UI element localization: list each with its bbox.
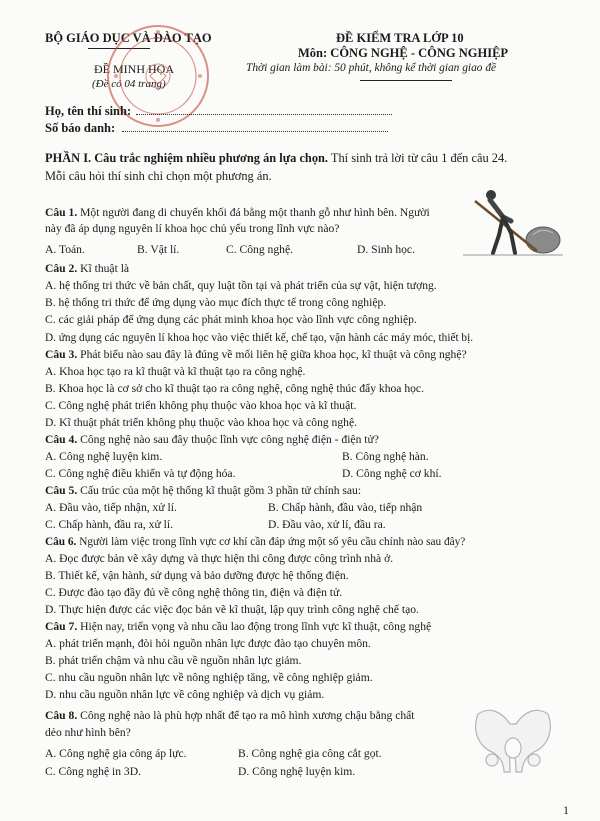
question-3-option-b[interactable]: B. Khoa học là cơ sở cho kĩ thuật tạo ra công nghệ, công nghệ thúc đẩy khoa học.	[45, 382, 424, 395]
question-8-option-d[interactable]: D. Công nghệ luyện kim.	[238, 765, 356, 778]
question-2-stem	[45, 261, 129, 277]
question-6-option-b[interactable]: B. Thiết kế, vận hành, sử dụng và bảo dưỡng được hệ thống điện.	[45, 569, 349, 582]
question-8-text: Công nghệ nào là phù hợp nhất để tạo ra mô hình xương chậu bằng chất	[80, 709, 415, 722]
question-1-option-b[interactable]: B. Vật lí.	[137, 243, 180, 256]
candidate-id-label: Số báo danh:	[45, 121, 116, 135]
part1-heading: PHẦN I. Câu trắc nghiệm nhiều phương án lựa chọn.	[45, 151, 329, 165]
question-7-option-d[interactable]: D. nhu cầu nguồn nhân lực về công nghiệp và dịch vụ giảm.	[45, 688, 325, 701]
question-8-number: Câu 8.	[45, 709, 78, 722]
question-2-option-c[interactable]: C. các giải pháp để ứng dụng các phát minh khoa học vào lĩnh vực công nghiệp.	[45, 313, 417, 326]
question-6-option-c[interactable]: C. Được đào tạo đầy đủ về công nghệ thông tin, điện và điện tử.	[45, 586, 343, 599]
question-1-line-1	[45, 205, 430, 221]
part1-instruction: Thí sinh trả lời từ câu 1 đến câu 24.	[330, 151, 508, 165]
question-1-option-d[interactable]: D. Sinh học.	[357, 243, 415, 256]
question-2-text: Kĩ thuật là	[80, 262, 130, 275]
question-1-line-2: này đã áp dụng nguyên lí khoa học chủ yếu trong lĩnh vực nào?	[45, 222, 340, 235]
question-2-option-a[interactable]: A. hệ thống tri thức về bản chất, quy luật tồn tại và phát triển của sự vật, hiện tượng.	[45, 279, 437, 292]
question-5-option-d[interactable]: D. Đầu vào, xử lí, đầu ra.	[268, 518, 386, 531]
question-4-option-c[interactable]: C. Công nghệ điều khiển và tự động hóa.	[45, 467, 236, 480]
question-4-number: Câu 4.	[45, 433, 78, 446]
ministry-name: BỘ GIÁO DỤC VÀ ĐÀO TẠO	[45, 31, 212, 45]
question-1-number: Câu 1.	[45, 206, 78, 219]
question-7-number: Câu 7.	[45, 620, 78, 633]
question-8-option-b[interactable]: B. Công nghệ gia công cắt gọt.	[238, 747, 382, 760]
question-5-number: Câu 5.	[45, 484, 78, 497]
question-2-option-d[interactable]: D. ứng dụng các nguyên lí khoa học vào việc thiết kế, chế tạo, vận hành các máy móc, thiết bị.	[45, 332, 474, 344]
question-1-option-c[interactable]: C. Công nghệ.	[226, 243, 293, 256]
question-8-line-2: dẻo như hình bên?	[45, 726, 131, 739]
stamp-label: ĐỀ MINH HỌA	[94, 62, 174, 76]
part1-instruction-line2: Mỗi câu hỏi thí sinh chỉ chọn một phương án.	[45, 169, 272, 183]
question-8-option-c[interactable]: C. Công nghệ in 3D.	[45, 765, 141, 778]
question-6-text: Người làm việc trong lĩnh vực cơ khí cần đáp ứng một số yêu cầu chính nào sau đây?	[79, 536, 466, 548]
man-levering-rock-icon	[463, 187, 563, 259]
question-8-option-a[interactable]: A. Công nghệ gia công áp lực.	[45, 747, 187, 760]
question-3-stem	[45, 347, 467, 363]
question-6-number: Câu 6.	[45, 536, 77, 548]
question-7-text: Hiện nay, triển vọng và nhu cầu lao động trong lĩnh vực kĩ thuật, công nghệ	[80, 620, 432, 633]
question-3-option-d[interactable]: D. Kĩ thuật phát triển không phụ thuộc vào khoa học và công nghệ.	[45, 416, 357, 429]
question-5-option-c[interactable]: C. Chấp hành, đầu ra, xử lí.	[45, 518, 173, 531]
time-underline	[360, 80, 452, 81]
question-4-option-d[interactable]: D. Công nghệ cơ khí.	[342, 467, 442, 480]
page-count-note: (Đề có 04 trang)	[92, 78, 166, 90]
question-8-line-1	[45, 708, 415, 724]
question-3-text: Phát biểu nào sau đây là đúng về mối liên hệ giữa khoa học, kĩ thuật và công nghệ?	[80, 348, 467, 361]
question-7-option-c[interactable]: C. nhu cầu nguồn nhân lực về nông nghiệp tăng, về công nghiệp giảm.	[45, 671, 373, 684]
question-4-option-b[interactable]: B. Công nghệ hàn.	[342, 450, 429, 463]
question-1-text: Một người đang di chuyển khối đá bằng một thanh gỗ như hình bên. Người	[80, 206, 430, 219]
question-7-stem	[45, 619, 431, 635]
exam-title: ĐỀ KIỂM TRA LỚP 10	[336, 31, 464, 45]
question-4-option-a[interactable]: A. Công nghệ luyện kim.	[45, 450, 163, 463]
question-5-stem	[45, 483, 361, 499]
candidate-id-row	[45, 121, 388, 136]
question-6-stem	[45, 534, 465, 550]
part1-heading-row	[45, 151, 507, 166]
page-number: 1	[563, 803, 569, 817]
question-7-option-b[interactable]: B. phát triển chậm và nhu cầu về nguồn nhân lực giảm.	[45, 654, 302, 667]
question-2-number: Câu 2.	[45, 262, 78, 275]
question-6-option-d[interactable]: D. Thực hiện được các việc đọc bản vẽ kĩ thuật, lập quy trình công nghệ chế tạo.	[45, 603, 419, 616]
question-3-option-a[interactable]: A. Khoa học tạo ra kĩ thuật và kĩ thuật tạo ra công nghệ.	[45, 365, 306, 378]
subject-title: Môn: CÔNG NGHỆ - CÔNG NGHIỆP	[298, 46, 509, 60]
question-2-option-b[interactable]: B. hệ thống tri thức để ứng dụng vào mục đích thực tế trong công nghiệp.	[45, 296, 387, 309]
candidate-name-field[interactable]	[136, 105, 392, 115]
candidate-name-label: Họ, tên thí sinh:	[45, 104, 132, 118]
question-5-text: Cấu trúc của một hệ thống kĩ thuật gồm 3 phần tử chính sau:	[80, 484, 362, 497]
question-3-number: Câu 3.	[45, 348, 78, 361]
candidate-id-field[interactable]	[122, 122, 388, 132]
question-7-option-a[interactable]: A. phát triển mạnh, đòi hỏi nguồn nhân lực được đào tạo chuyên môn.	[45, 637, 371, 650]
question-4-stem	[45, 432, 379, 448]
question-1-option-a[interactable]: A. Toán.	[45, 243, 85, 256]
question-6-option-a[interactable]: A. Đọc được bản vẽ xây dựng và thực hiện thi công được công trình nhà ở.	[45, 552, 394, 565]
pelvis-model-icon	[470, 702, 556, 778]
time-limit: Thời gian làm bài: 50 phút, không kể thời gian giao đề	[246, 62, 497, 74]
candidate-name-row	[45, 104, 392, 119]
question-3-option-c[interactable]: C. Công nghệ phát triển không phụ thuộc vào khoa học và kĩ thuật.	[45, 399, 357, 412]
question-5-option-b[interactable]: B. Chấp hành, đầu vào, tiếp nhận	[268, 501, 423, 514]
question-5-option-a[interactable]: A. Đầu vào, tiếp nhận, xử lí.	[45, 501, 177, 514]
question-4-text: Công nghệ nào sau đây thuộc lĩnh vực công nghệ điện - điện tử?	[80, 433, 379, 446]
